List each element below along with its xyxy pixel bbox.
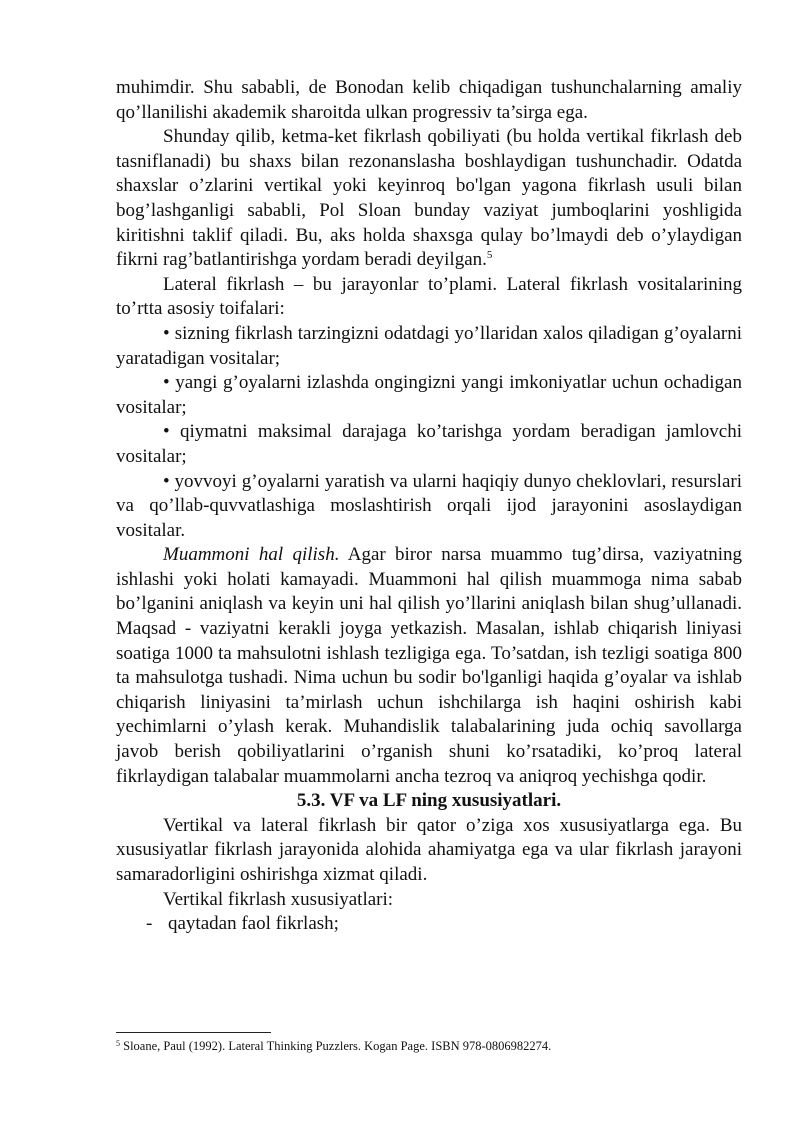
footnote: [116, 1038, 742, 1054]
paragraph-1: muhimdir. Shu sababli, de Bonodan kelib chiqadigan tushunchalarning amaliy qo’llanilishi akademik sharoitda ulkan progressiv ta’sirga ega.: [116, 77, 742, 123]
paragraph-4-term: Muammoni hal qilish.: [163, 544, 340, 566]
footnote-text: Sloane, Paul (1992). Lateral Thinking Puzzlers. Kogan Page. ISBN 978-0806982274.: [120, 1039, 552, 1053]
paragraph-4-text: Agar biror narsa muammo tug’dirsa, vaziyatning ishlashi yoki holati kamayadi. Muammoni hal qilish muammoga nima sabab bo’lganini aniqlash va keyin uni hal qilish yo’llarini aniqlash bilan shug’ullanadi. Maqsad - vaziyatni kerakli joyga yetkazish. Masalan, ishlab chiqarish liniyasi soatiga 1000 ta mahsulotni ishlash tezligiga ega. To’satdan, ish tezligi soatiga 800 ta mahsulotga tushadi. Nima uchun bu sodir bo'lganligi haqida g’oyalar va ishlab chiqarish liniyasini ta’mirlash uchun ishchilarga ish haqini oshirish kabi yechimlarni o’ylash kerak. Muhandislik talabalarining juda ochiq savollarga javob berish qobiliyatlarini o’rganish shuni ko’rsatadiki, ko’proq lateral fikrlaydigan talabalar muammolarni ancha tezroq va aniqroq yechishga qodir.: [116, 544, 742, 787]
bullet-item-2: • yangi g’oyalarni izlashda ongingizni yangi imkoniyatlar uchun ochadigan vositalar;: [116, 372, 742, 418]
section-heading: 5.3. VF va LF ning xususiyatlari.: [296, 790, 562, 812]
paragraph-4: [116, 543, 742, 789]
dash-item-1: [116, 912, 742, 937]
bullet-item-4: • yovvoyi g’oyalarni yaratish va ularni haqiqiy dunyo cheklovlari, resurslari va qo’llab-quvvatlashiga moslashtirish orqali ijod jarayonini asoslaydigan vositalar.: [116, 470, 742, 541]
bullet-item-3: • qiymatni maksimal darajaga ko’tarishga yordam beradigan jamlovchi vositalar;: [116, 421, 742, 467]
paragraph-5: Vertikal va lateral fikrlash bir qator o’ziga xos xususiyatlarga ega. Bu xususiyatlar fikrlash jarayonida alohida ahamiyatga ega va ular fikrlash jarayoni samaradorligini oshirishga xizmat qiladi.: [116, 814, 742, 885]
dash-marker: -: [146, 913, 153, 935]
document-body: [116, 76, 742, 937]
paragraph-2: [116, 125, 742, 273]
dash-item-1-text: qaytadan faol fikrlash;: [168, 913, 339, 935]
bullet-item-1: • sizning fikrlash tarzingizni odatdagi yo’llaridan xalos qiladigan g’oyalarni yaratadigan vositalar;: [116, 322, 742, 369]
footnote-reference: 5: [486, 249, 493, 262]
paragraph-3: Lateral fikrlash – bu jarayonlar to’plami. Lateral fikrlash vositalarining to’rtta asosiy toifalari:: [116, 273, 742, 320]
paragraph-2-text: Shunday qilib, ketma-ket fikrlash qobiliyati (bu holda vertikal fikrlash deb tasniflanadi) bu shaxs bilan rezonanslasha boshlaydigan tushunchadir. Odatda shaxslar o’zlarini vertikal yoki keyinroq bo'lgan yagona fikrlash usuli bilan bog’lashganligi sababli, Pol Sloan bunday vaziyat jumboqlarini yoshligida kiritishni taklif qiladi. Bu, aks holda shaxsga qulay bo’lmaydi deb o’ylaydigan fikrni rag’batlantirishga yordam beradi deyilgan.: [116, 126, 742, 271]
paragraph-6: Vertikal fikrlash xususiyatlari:: [163, 888, 394, 910]
footnote-number: 5: [116, 1039, 120, 1048]
footnote-separator: [116, 1032, 271, 1033]
